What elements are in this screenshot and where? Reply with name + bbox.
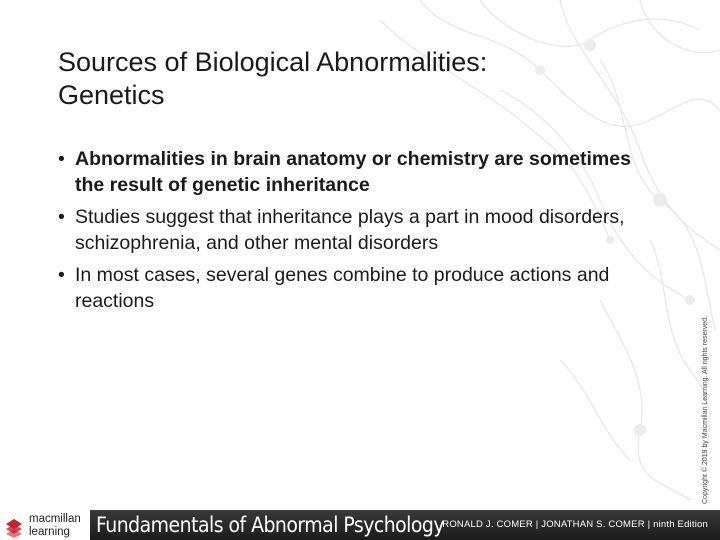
bullet-text: In most cases, several genes combine to produce actions and reactions (75, 264, 610, 312)
authors-edition: RONALD J. COMER | JONATHAN S. COMER | ninth Edition (442, 519, 708, 530)
bullet-dot: • (58, 264, 65, 286)
copyright-notice: Copyright © 2019 by Macmillan Learning. All rights reserved. (702, 315, 709, 504)
bullet-list (58, 146, 658, 320)
macmillan-logo-icon (4, 516, 24, 538)
brand-wordmark (29, 513, 81, 538)
publisher-brand (4, 512, 86, 540)
brand-line-1: macmillan (29, 513, 81, 525)
bullet-dot: • (58, 206, 65, 228)
title-line-2: Genetics (58, 80, 165, 110)
footer-band (90, 510, 720, 540)
bullet-dot: • (58, 148, 65, 170)
bullet-item (58, 204, 658, 256)
title-line-1: Sources of Biological Abnormalities: (58, 47, 488, 77)
footer (0, 510, 720, 540)
bullet-item (58, 146, 658, 198)
brand-line-2: learning (29, 525, 70, 538)
bullet-item (58, 262, 658, 314)
bullet-text: Abnormalities in brain anatomy or chemistry are sometimes the result of genetic inheritance (75, 148, 631, 196)
bullet-text: Studies suggest that inheritance plays a part in mood disorders, schizophrenia, and other mental disorders (75, 206, 625, 254)
book-title: Fundamentals of Abnormal Psychology (96, 513, 445, 537)
slide-title (58, 46, 658, 112)
